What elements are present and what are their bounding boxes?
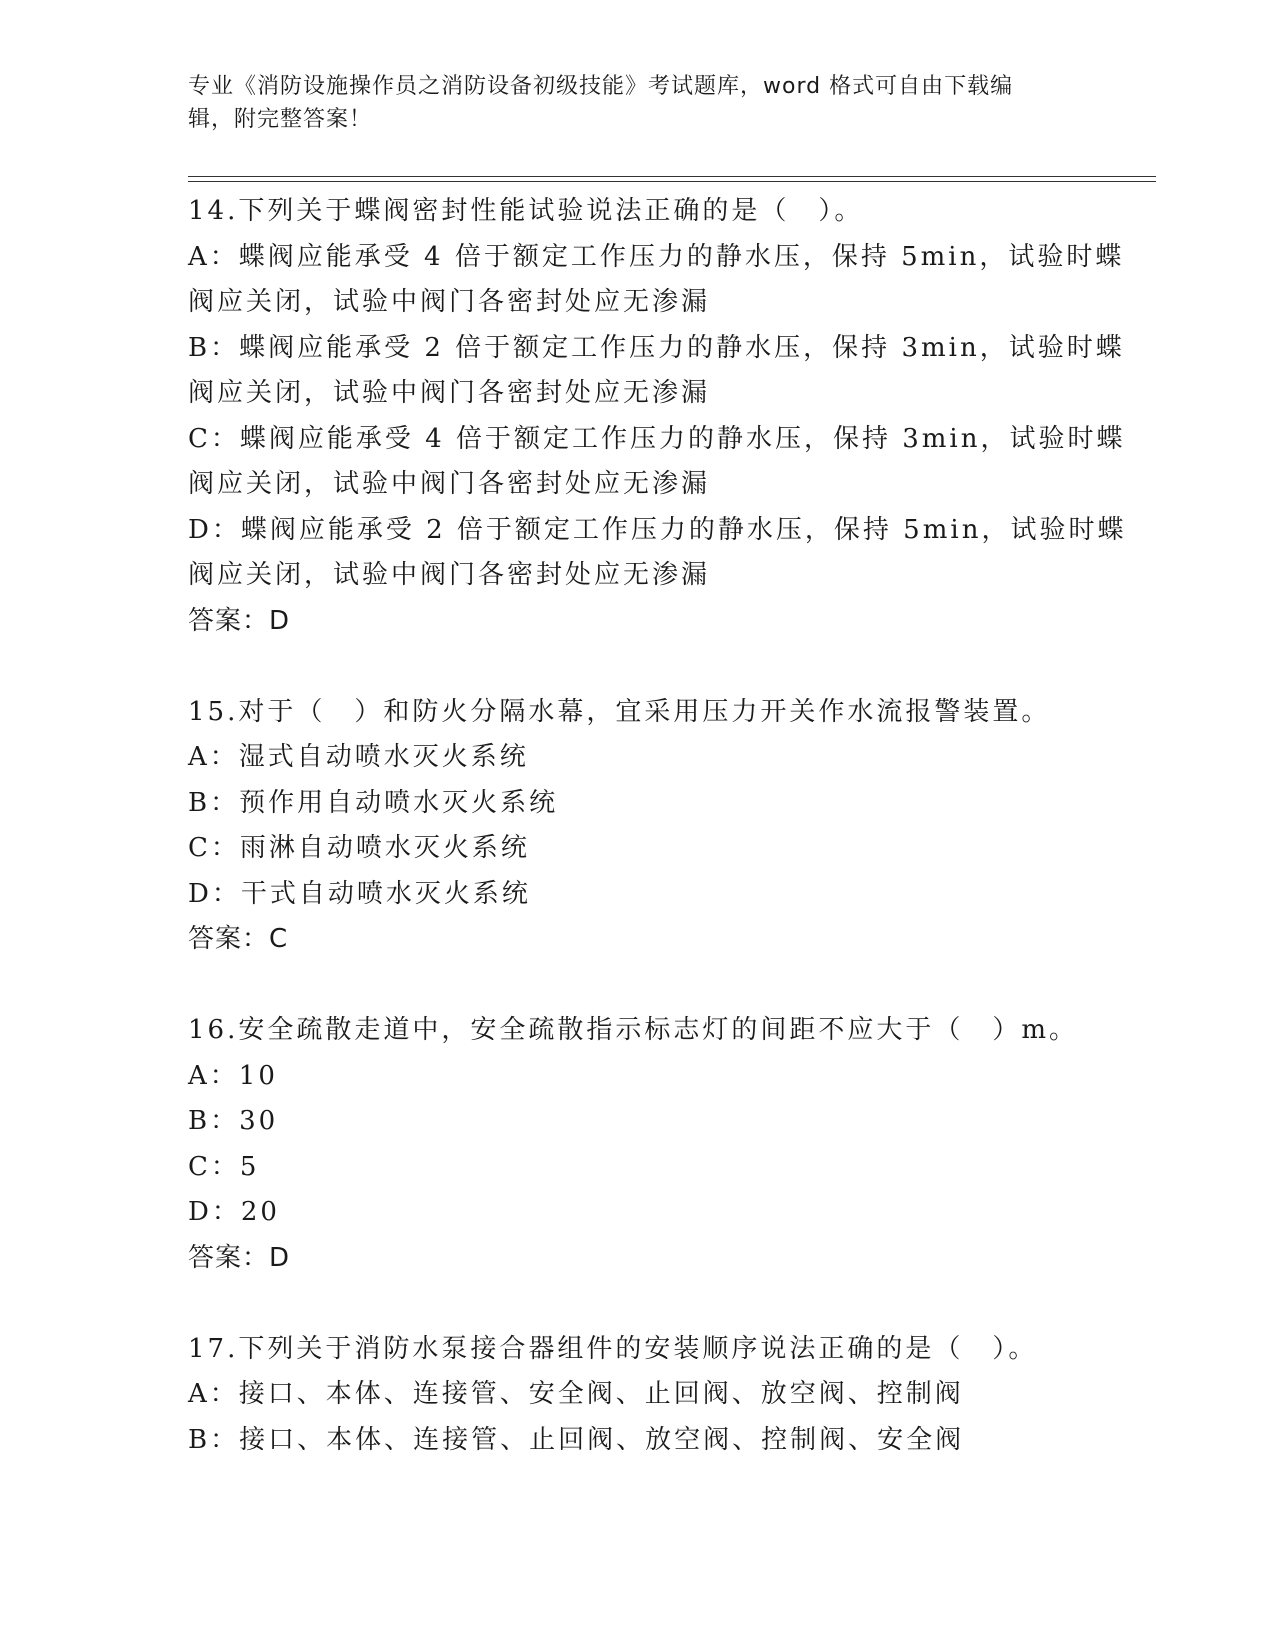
spacer — [188, 963, 1088, 1009]
option-d-line-1: D：蝶阀应能承受 2 倍于额定工作压力的静水压，保持 5min，试验时蝶 — [188, 514, 1127, 545]
question-stem: 14.下列关于蝶阀密封性能试验说法正确的是（ ）。 — [188, 196, 864, 226]
option-b-line-1: B：蝶阀应能承受 2 倍于额定工作压力的静水压，保持 3min，试验时蝶 — [188, 332, 1125, 363]
header-line-2: 辑，附完整答案！ — [188, 107, 373, 132]
question-16 — [188, 1008, 1088, 1281]
question-15 — [188, 690, 1088, 963]
option-d: D：干式自动喷水灭火系统 — [188, 878, 531, 909]
option-a: A：接口、本体、连接管、安全阀、止回阀、放空阀、控制阀 — [188, 1379, 964, 1409]
option-d: D：20 — [188, 1197, 280, 1227]
option-c: C：5 — [188, 1151, 260, 1182]
question-stem: 16.安全疏散走道中，安全疏散指示标志灯的间距不应大于（ ）m。 — [188, 1015, 1079, 1045]
header-line-1: 专业《消防设施操作员之消防设备初级技能》考试题库，word 格式可自由下载编 — [188, 74, 1014, 99]
answer-label: 答案：D — [188, 605, 291, 636]
option-b: B：30 — [188, 1106, 279, 1136]
document-header — [188, 70, 1068, 136]
question-stem: 15.对于（ ）和防火分隔水幕，宜采用压力开关作水流报警装置。 — [188, 696, 1051, 727]
option-d-line-2: 阀应关闭，试验中阀门各密封处应无渗漏 — [188, 560, 711, 590]
option-a: A：10 — [188, 1060, 278, 1091]
question-list — [188, 189, 1127, 1463]
spacer — [188, 1281, 1088, 1327]
option-a-line-1: A：蝶阀应能承受 4 倍于额定工作压力的静水压，保持 5min，试验时蝶 — [188, 241, 1125, 272]
option-c-line-2: 阀应关闭，试验中阀门各密封处应无渗漏 — [188, 469, 711, 499]
answer-label: 答案：D — [188, 1242, 291, 1273]
question-stem: 17.下列关于消防水泵接合器组件的安装顺序说法正确的是（ ）。 — [188, 1333, 1038, 1364]
option-a: A：湿式自动喷水灭火系统 — [188, 742, 529, 772]
option-b: B：接口、本体、连接管、止回阀、放空阀、控制阀、安全阀 — [188, 1424, 965, 1455]
question-17 — [188, 1327, 1088, 1464]
header-divider-bottom — [188, 181, 1156, 182]
question-14 — [188, 189, 1127, 644]
header-divider-top — [188, 176, 1156, 177]
option-c-line-1: C：蝶阀应能承受 4 倍于额定工作压力的静水压，保持 3min，试验时蝶 — [188, 423, 1126, 454]
spacer — [188, 644, 1088, 690]
option-c: C：雨淋自动喷水灭火系统 — [188, 833, 530, 863]
option-b: B：预作用自动喷水灭火系统 — [188, 787, 559, 818]
option-b-line-2: 阀应关闭，试验中阀门各密封处应无渗漏 — [188, 378, 711, 408]
answer-label: 答案：C — [188, 924, 289, 954]
option-a-line-2: 阀应关闭，试验中阀门各密封处应无渗漏 — [188, 287, 711, 317]
